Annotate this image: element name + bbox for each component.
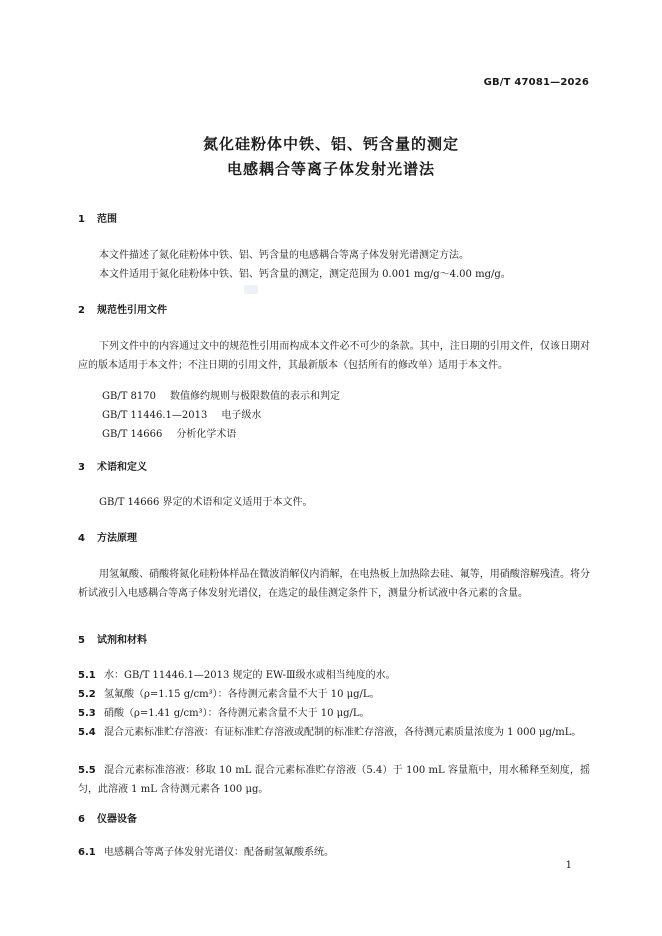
clause-item [78,843,590,862]
section-4-paragraph-1: 用氢氟酸、硝酸将氮化硅粉体样品在微波消解仪内消解，在电热板上加热除去硅、氟等，用硝酸溶解残渣。将分析试液引入电感耦合等离子体发射光谱仪，在选定的最佳测定条件下，测量分析试液中各元素的含量。 [78,569,590,599]
section-title: 规范性引用文件 [97,305,167,316]
reference-code: GB/T 11446.1—2013 [102,410,208,421]
section-2-heading [78,304,167,318]
clause-item [78,761,590,799]
section-number: 4 [78,533,85,544]
section-6-heading [78,813,137,827]
section-number: 1 [78,214,85,225]
clause-text: 电感耦合等离子体发射光谱仪：配备耐氢氟酸系统。 [104,847,334,858]
reference-item [102,425,236,444]
section-number: 3 [78,462,85,473]
clause-number: 6.1 [78,847,96,858]
document-title-line2: 电感耦合等离子体发射光谱法 [226,160,435,178]
section-number: 6 [78,814,85,825]
section-title: 方法原理 [97,533,137,544]
clause-number: 5.5 [78,765,96,776]
clause-number: 5.1 [78,670,96,681]
clause-number: 5.4 [78,727,96,738]
clause-text: 氢氟酸（ρ=1.15 g/cm³）：各待测元素含量不大于 10 μg/L。 [104,689,380,700]
clause-number: 5.3 [78,708,96,719]
reference-item [102,387,340,406]
section-4-heading [78,532,137,546]
reference-code: GB/T 14666 [102,429,163,440]
section-title: 试剂和材料 [97,635,147,646]
reference-code: GB/T 8170 [102,391,157,402]
clause-item [78,666,590,685]
reference-name: 电子级水 [221,410,262,421]
section-5-heading [78,634,147,648]
standard-number: GB/T 47081—2026 [483,77,589,88]
section-title: 范围 [97,214,117,225]
clause-text: 混合元素标准贮存溶液：有证标准贮存溶液或配制的标准贮存溶液，各待测元素质量浓度为 1 000 μg/mL。 [104,727,582,738]
section-title: 术语和定义 [97,462,147,473]
clause-item [78,723,590,742]
page-number: 1 [565,860,572,871]
document-title-line1: 氮化硅粉体中铁、铝、钙含量的测定 [202,135,459,153]
reference-item [102,406,261,425]
section-2-paragraph-1: 下列文件中的内容通过文中的规范性引用而构成本文件必不可少的条款。其中，注日期的引用文件，仅该日期对应的版本适用于本文件；不注日期的引用文件，其最新版本（包括所有的修改单）适用于本文件。 [78,341,590,371]
watermark-stamp [244,285,258,294]
section-3-heading [78,461,147,475]
section-number: 5 [78,635,85,646]
section-title: 仪器设备 [97,814,137,825]
section-1-heading [78,213,117,227]
clause-text: 水：GB/T 11446.1—2013 规定的 EW-Ⅲ级水或相当纯度的水。 [104,670,396,681]
clause-text: 混合元素标准溶液：移取 10 mL 混合元素标准贮存溶液（5.4）于 100 mL 容量瓶中，用水稀释至刻度，摇匀，此溶液 1 mL 含待测元素各 100 μg。 [78,765,590,795]
section-number: 2 [78,305,85,316]
reference-name: 数值修约规则与极限数值的表示和判定 [170,391,341,402]
clause-text: 硝酸（ρ=1.41 g/cm³）：各待测元素含量不大于 10 μg/L。 [104,708,370,719]
section-1-paragraph-2: 本文件适用于氮化硅粉体中铁、铝、钙含量的测定，测定范围为 0.001 mg/g～4.00 mg/g。 [99,269,511,280]
clause-item [78,704,590,723]
clause-item [78,685,590,704]
section-3-paragraph-1: GB/T 14666 界定的术语和定义适用于本文件。 [99,497,313,508]
clause-number: 5.2 [78,689,96,700]
reference-name: 分析化学术语 [176,429,237,440]
section-1-paragraph-1: 本文件描述了氮化硅粉体中铁、铝、钙含量的电感耦合等离子体发射光谱测定方法。 [99,250,469,261]
